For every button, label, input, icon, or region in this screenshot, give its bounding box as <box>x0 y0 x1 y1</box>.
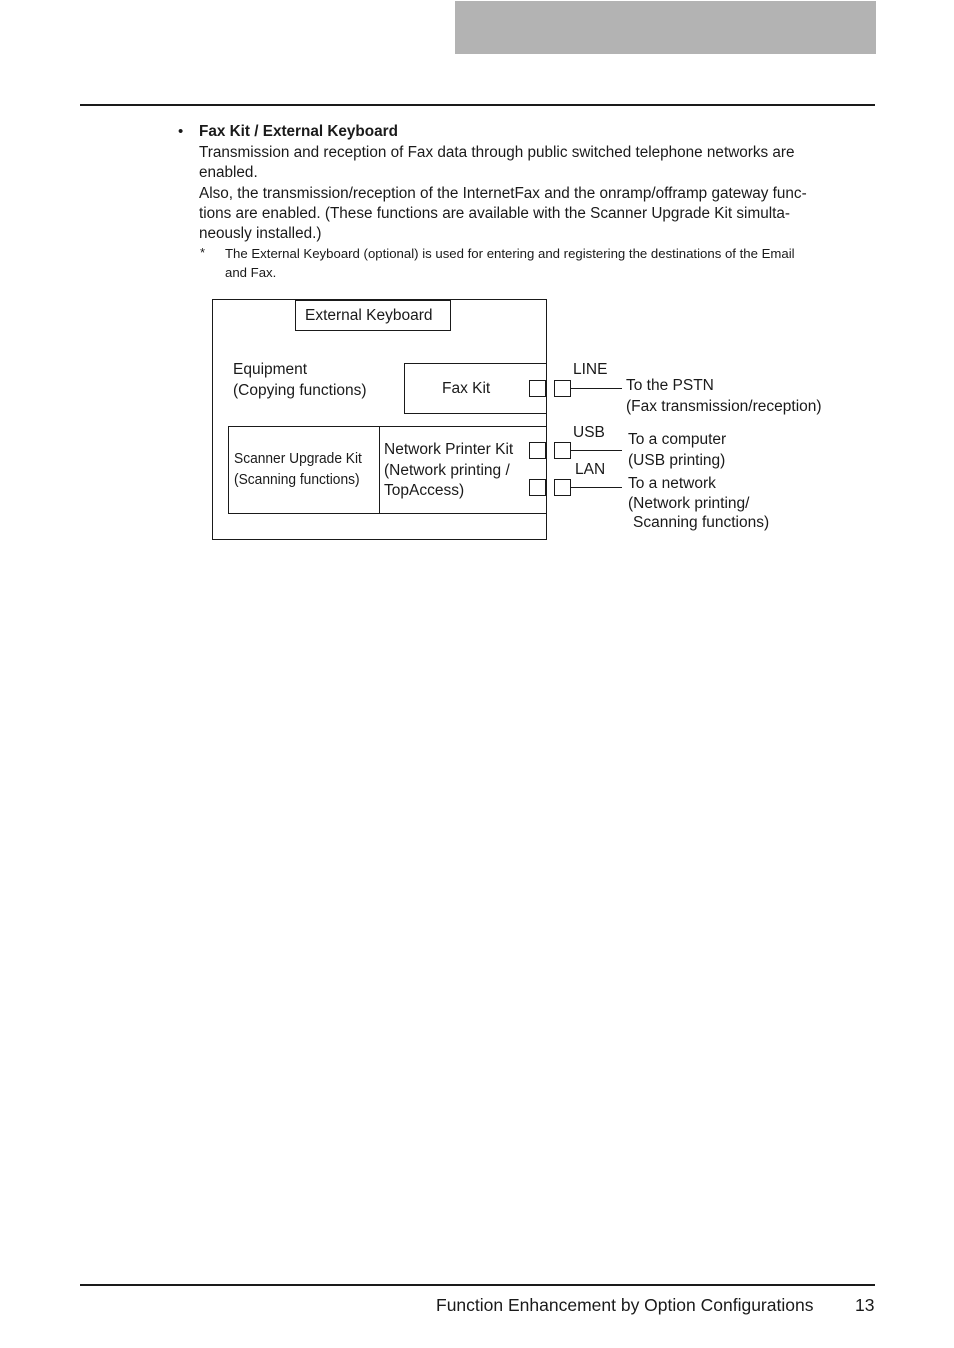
line-port <box>554 380 571 397</box>
computer-name: To a computer <box>628 431 727 448</box>
external-keyboard-label: External Keyboard <box>305 307 433 324</box>
network-printer-kit-label <box>384 440 513 502</box>
network-printer-kit-name: Network Printer Kit <box>384 441 514 458</box>
network-printer-kit-function-2: TopAccess) <box>384 482 465 499</box>
body-line: neously installed.) <box>199 225 322 243</box>
usb-connection <box>571 450 622 451</box>
usb-label: USB <box>573 424 605 441</box>
scanner-kit-name: Scanner Upgrade Kit <box>234 451 362 467</box>
note-mark: * <box>200 245 206 260</box>
line-label: LINE <box>573 361 608 378</box>
equipment-function: (Copying functions) <box>233 381 367 399</box>
body-line: enabled. <box>199 164 258 182</box>
bottom-rule <box>80 1284 875 1286</box>
network-printer-kit-function: (Network printing / <box>384 461 510 479</box>
note-line: The External Keyboard (optional) is used for entering and registering the destinations of the Email <box>225 246 795 261</box>
fax-port-inner <box>529 380 546 397</box>
computer-function: (USB printing) <box>628 451 726 469</box>
body-line: Also, the transmission/reception of the InternetFax and the onramp/offramp gateway func- <box>199 184 807 202</box>
body-line: Transmission and reception of Fax data through public switched telephone networks are <box>199 144 795 161</box>
pstn-destination <box>626 376 822 417</box>
network-name: To a network <box>628 475 716 492</box>
equipment-label <box>233 360 367 401</box>
bullet-mark: • <box>178 123 184 140</box>
lan-port <box>554 479 571 496</box>
usb-port <box>554 442 571 459</box>
computer-destination <box>628 430 726 471</box>
configuration-diagram <box>0 0 954 600</box>
pstn-function: (Fax transmission/reception) <box>626 397 822 415</box>
note-line: and Fax. <box>225 265 277 280</box>
network-destination <box>628 474 769 533</box>
body-line: tions are enabled. (These functions are available with the Scanner Upgrade Kit simulta- <box>199 204 790 222</box>
page-number: 13 <box>855 1295 875 1315</box>
equipment-name: Equipment <box>233 361 308 378</box>
network-function: (Network printing/ <box>628 494 750 512</box>
section-title: Fax Kit / External Keyboard <box>199 123 398 140</box>
footer-title: Function Enhancement by Option Configurations <box>436 1295 814 1315</box>
usb-port-inner <box>529 442 546 459</box>
scanner-kit-label <box>234 449 362 491</box>
line-connection <box>571 388 622 389</box>
lan-label: LAN <box>575 461 606 478</box>
network-function-2: Scanning functions) <box>633 514 770 531</box>
scanner-kit-function: (Scanning functions) <box>234 472 360 488</box>
fax-kit-label: Fax Kit <box>442 380 491 397</box>
lan-connection <box>571 487 622 488</box>
pstn-name: To the PSTN <box>626 377 714 394</box>
lan-port-inner <box>529 479 546 496</box>
